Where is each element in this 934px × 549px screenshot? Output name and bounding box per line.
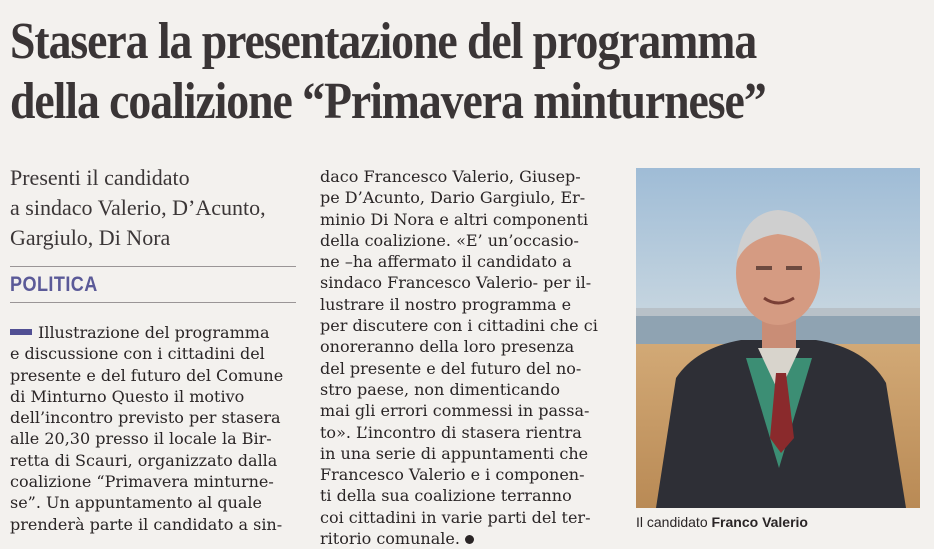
- body-line: ne –ha affermato il candidato a: [320, 252, 572, 272]
- end-of-article-icon: [465, 535, 474, 544]
- caption-prefix: Il candidato: [636, 514, 708, 530]
- divider-bottom: [10, 302, 296, 303]
- body-line: in una serie di appuntamenti che: [320, 443, 589, 463]
- body-line: e discussione con i cittadini del: [10, 344, 265, 364]
- section-marker-icon: [10, 329, 32, 335]
- body-line-text: ritorio comunale.: [320, 529, 460, 549]
- body-line: [10, 322, 300, 343]
- body-line: to». L’incontro di stasera rientra: [320, 422, 582, 442]
- body-line: minio Di Nora e altri componenti: [320, 209, 589, 229]
- article-column-2: [320, 166, 616, 549]
- body-line: [320, 528, 616, 549]
- body-line: della coalizione. «E’ un’occasio-: [320, 230, 579, 250]
- body-line: dell’incontro previsto per stasera: [10, 408, 281, 428]
- caption-name: Franco Valerio: [711, 514, 808, 530]
- divider-top: [10, 266, 296, 267]
- subhead-line: a sindaco Valerio, D’Acunto,: [10, 195, 266, 220]
- body-line: ti della sua coalizione terranno: [320, 486, 572, 506]
- section-label: POLITICA: [10, 273, 98, 296]
- headline-line-1: Stasera la presentazione del programma: [10, 13, 757, 70]
- body-line: coalizione “Primavera minturne-: [10, 472, 274, 492]
- body-line: di Minturno Questo il motivo: [10, 386, 245, 406]
- body-line: presente e del futuro del Comune: [10, 365, 284, 385]
- body-line: retta di Scauri, organizzato dalla: [10, 450, 278, 470]
- subhead-line: Gargiulo, Di Nora: [10, 225, 171, 250]
- body-line: prenderà parte il candidato a sin-: [10, 514, 283, 534]
- body-line: pe D’Acunto, Dario Gargiulo, Er-: [320, 188, 586, 208]
- body-line: mai gli errori commessi in passa-: [320, 401, 590, 421]
- subhead-line: Presenti il candidato: [10, 165, 190, 190]
- body-line: Francesco Valerio e i componen-: [320, 465, 585, 485]
- photo-caption: [636, 514, 808, 530]
- body-line: del presente e del futuro del no-: [320, 358, 582, 378]
- subheadline: [10, 163, 300, 253]
- body-line: daco Francesco Valerio, Giusep-: [320, 167, 581, 186]
- body-line-text: Illustrazione del programma: [38, 323, 270, 342]
- body-line: coi cittadini in varie parti del ter-: [320, 507, 591, 527]
- body-line: sindaco Francesco Valerio- per il-: [320, 273, 592, 293]
- body-line: per discutere con i cittadini che ci: [320, 316, 598, 336]
- body-line: stro paese, non dimenticando: [320, 379, 560, 399]
- candidate-photo: [636, 168, 920, 508]
- article-column-1: [10, 322, 300, 535]
- body-line: se”. Un appuntamento al quale: [10, 493, 263, 513]
- body-line: alle 20,30 presso il locale la Bir-: [10, 429, 272, 449]
- headline: [10, 12, 816, 132]
- body-line: lustrare il nostro programma e: [320, 294, 572, 314]
- body-line: onoreranno della loro presenza: [320, 337, 575, 357]
- headline-line-2: della coalizione “Primavera minturnese”: [10, 73, 766, 130]
